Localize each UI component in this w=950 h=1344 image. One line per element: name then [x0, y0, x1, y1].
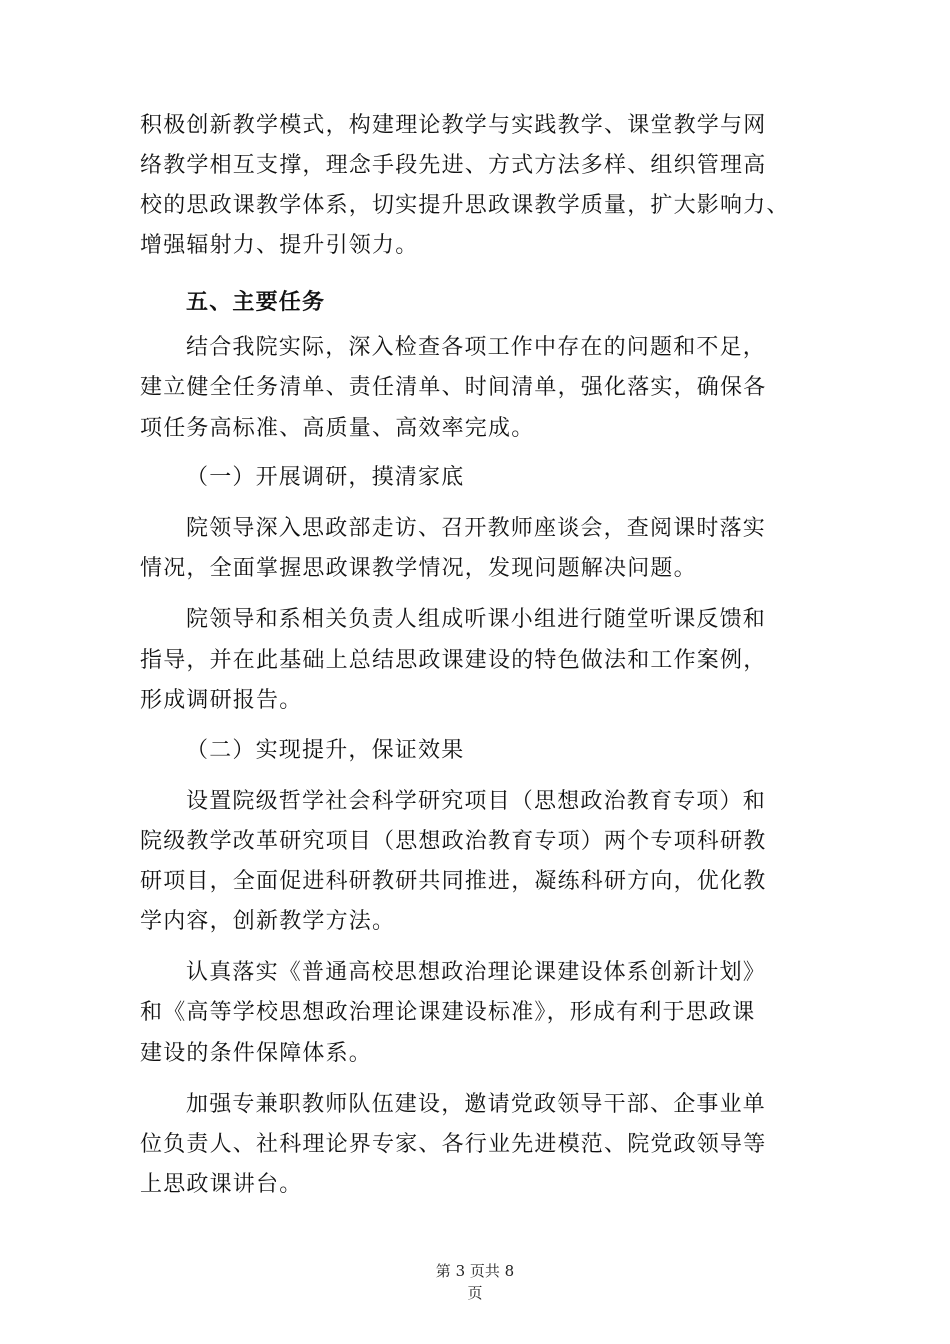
body-text-line: 认真落实《普通高校思想政治理论课建设体系创新计划》	[186, 960, 767, 985]
page-number-line-2: 页	[467, 1284, 483, 1302]
body-text-line: 位负责人、社科理论界专家、各行业先进模范、院党政领导等	[140, 1132, 767, 1157]
body-text-line: 增强辐射力、提升引领力。	[140, 233, 419, 258]
body-text-line: 形成调研报告。	[140, 688, 303, 713]
page-number-line-1: 第 3 页共 8	[435, 1262, 515, 1280]
body-text-line: 院领导和系相关负责人组成听课小组进行随堂听课反馈和	[186, 607, 767, 632]
subsection-heading: （二）实现提升，保证效果	[186, 738, 465, 763]
body-text-line: 上思政课讲台。	[140, 1172, 303, 1197]
body-text-line: 院领导深入思政部走访、召开教师座谈会，查阅课时落实	[186, 516, 767, 541]
body-text-line: 学内容，创新教学方法。	[140, 909, 396, 934]
body-text-line: 加强专兼职教师队伍建设，邀请党政领导干部、企事业单	[186, 1092, 767, 1117]
body-text-line: 院级教学改革研究项目（思想政治教育专项）两个专项科研教	[140, 829, 767, 854]
body-text-line: 校的思政课教学体系，切实提升思政课教学质量，扩大影响力、	[140, 193, 790, 218]
body-text-line: 结合我院实际，深入检查各项工作中存在的问题和不足，	[186, 335, 767, 360]
body-text-line: 情况，全面掌握思政课教学情况，发现问题解决问题。	[140, 556, 697, 581]
body-text-line: 指导，并在此基础上总结思政课建设的特色做法和工作案例，	[140, 648, 767, 673]
body-text-line: 络教学相互支撑，理念手段先进、方式方法多样、组织管理高	[140, 153, 767, 178]
body-text-line: 积极创新教学模式，构建理论教学与实践教学、课堂教学与网	[140, 113, 767, 138]
body-text-line: 设置院级哲学社会科学研究项目（思想政治教育专项）和	[186, 789, 767, 814]
body-text-line: 研项目，全面促进科研教研共同推进，凝练科研方向，优化教	[140, 869, 767, 894]
page-number	[0, 1260, 950, 1304]
subsection-heading: （一）开展调研，摸清家底	[186, 465, 465, 490]
body-text-line: 建设的条件保障体系。	[140, 1041, 373, 1066]
body-text-line: 建立健全任务清单、责任清单、时间清单，强化落实，确保各	[140, 375, 767, 400]
body-text-line: 和《高等学校思想政治理论课建设标准》，形成有利于思政课	[140, 1000, 756, 1025]
body-text-line: 项任务高标准、高质量、高效率完成。	[140, 416, 535, 441]
section-heading: 五、主要任务	[186, 290, 326, 315]
